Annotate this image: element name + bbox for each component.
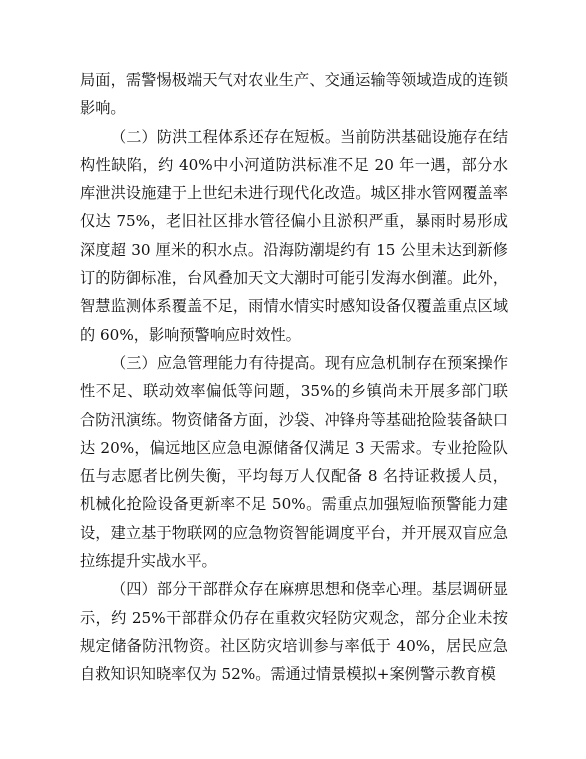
paragraph-section-3: （三）应急管理能力有待提高。现有应急机制存在预案操作性不足、联动效率偏低等问题，35%的乡镇尚未开展多部门联合防汛演练。物资储备方面，沙袋、冲锋舟等基础抢险装备缺口达 20%，偏远地区应急电源储备仅满足 3 天需求。专业抢险队伍与志愿者比例失衡，平均每万人仅配备 8 名持证救援人员，机械化抢险设备更新率不足 50%。需重点加强短临预警能力建设，建立基于物联网的应急物资智能调度平台，并开展双盲应急拉练提升实战水平。	[80, 353, 508, 571]
paragraph-continuation: 局面，需警惕极端天气对农业生产、交通运输等领域造成的连锁影响。	[80, 71, 508, 118]
document-body	[80, 66, 508, 689]
paragraph-section-2: （二）防洪工程体系还存在短板。当前防洪基础设施存在结构性缺陷，约 40%中小河道防洪标准不足 20 年一遇，部分水库泄洪设施建于上世纪未进行现代化改造。城区排水管网覆盖率仅达 75%，老旧社区排水管径偏小且淤积严重，暴雨时易形成深度超 30 厘米的积水点。沿海防潮堤约有 15 公里未达到新修订的防御标准，台风叠加天文大潮时可能引发海水倒灌。此外，智慧监测体系覆盖不足，雨情水情实时感知设备仅覆盖重点区域的 60%，影响预警响应时效性。	[80, 127, 508, 344]
paragraph-section-4: （四）部分干部群众存在麻痹思想和侥幸心理。基层调研显示，约 25%干部群众仍存在重救灾轻防灾观念，部分企业未按规定储备防汛物资。社区防灾培训参与率低于 40%，居民应急自救知识知晓率仅为 52%。需通过情景模拟+案例警示教育模	[80, 580, 508, 684]
